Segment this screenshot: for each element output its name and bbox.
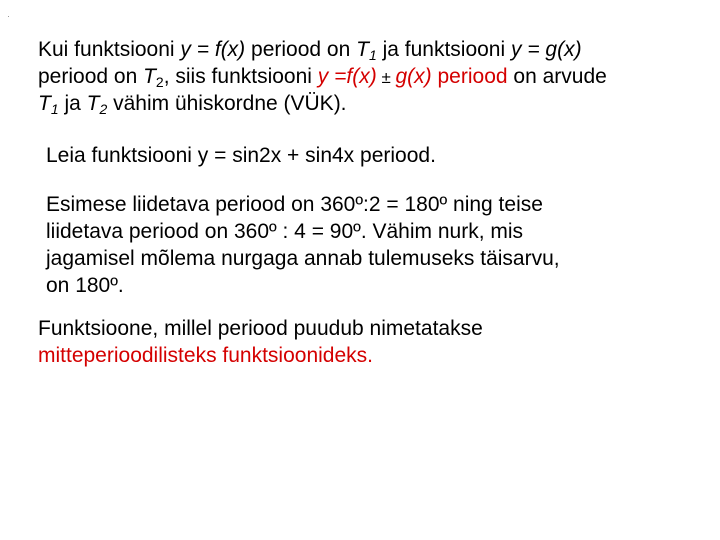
note-line-1: Funktsioone, millel periood puudub nimetatakse xyxy=(38,317,483,340)
definition-line-3: $T_1$ ja $T_2$ vähim ühiskordne (VÜK). xyxy=(38,92,347,117)
note-paragraph xyxy=(38,315,483,369)
solution-paragraph xyxy=(46,191,560,299)
note-term: mitteperioodilisteks funktsioonideks. xyxy=(38,344,373,367)
solution-line: on 180º. xyxy=(46,274,124,297)
definition-paragraph xyxy=(38,36,607,117)
solution-line: liidetava periood on 360º : 4 = 90º. Vähim nurk, mis xyxy=(46,220,524,243)
definition-line-2: periood on $T_2$, siis funktsiooni y =f(x) ± g(x) periood on arvude xyxy=(38,65,607,90)
solution-line: jagamisel mõlema nurgaga annab tulemuseks täisarvu, xyxy=(46,247,560,270)
definition-line-1: Kui funktsiooni y = f(x) periood on $T_1$ ja funktsiooni y = g(x) xyxy=(38,38,582,63)
task-text: Leia funktsiooni y = sin2x + sin4x periood. xyxy=(46,144,436,167)
task-paragraph xyxy=(46,142,436,169)
solution-line: Esimese liidetava periood on 360º:2 = 180º ning teise xyxy=(46,193,543,216)
corner-dot xyxy=(8,16,9,17)
